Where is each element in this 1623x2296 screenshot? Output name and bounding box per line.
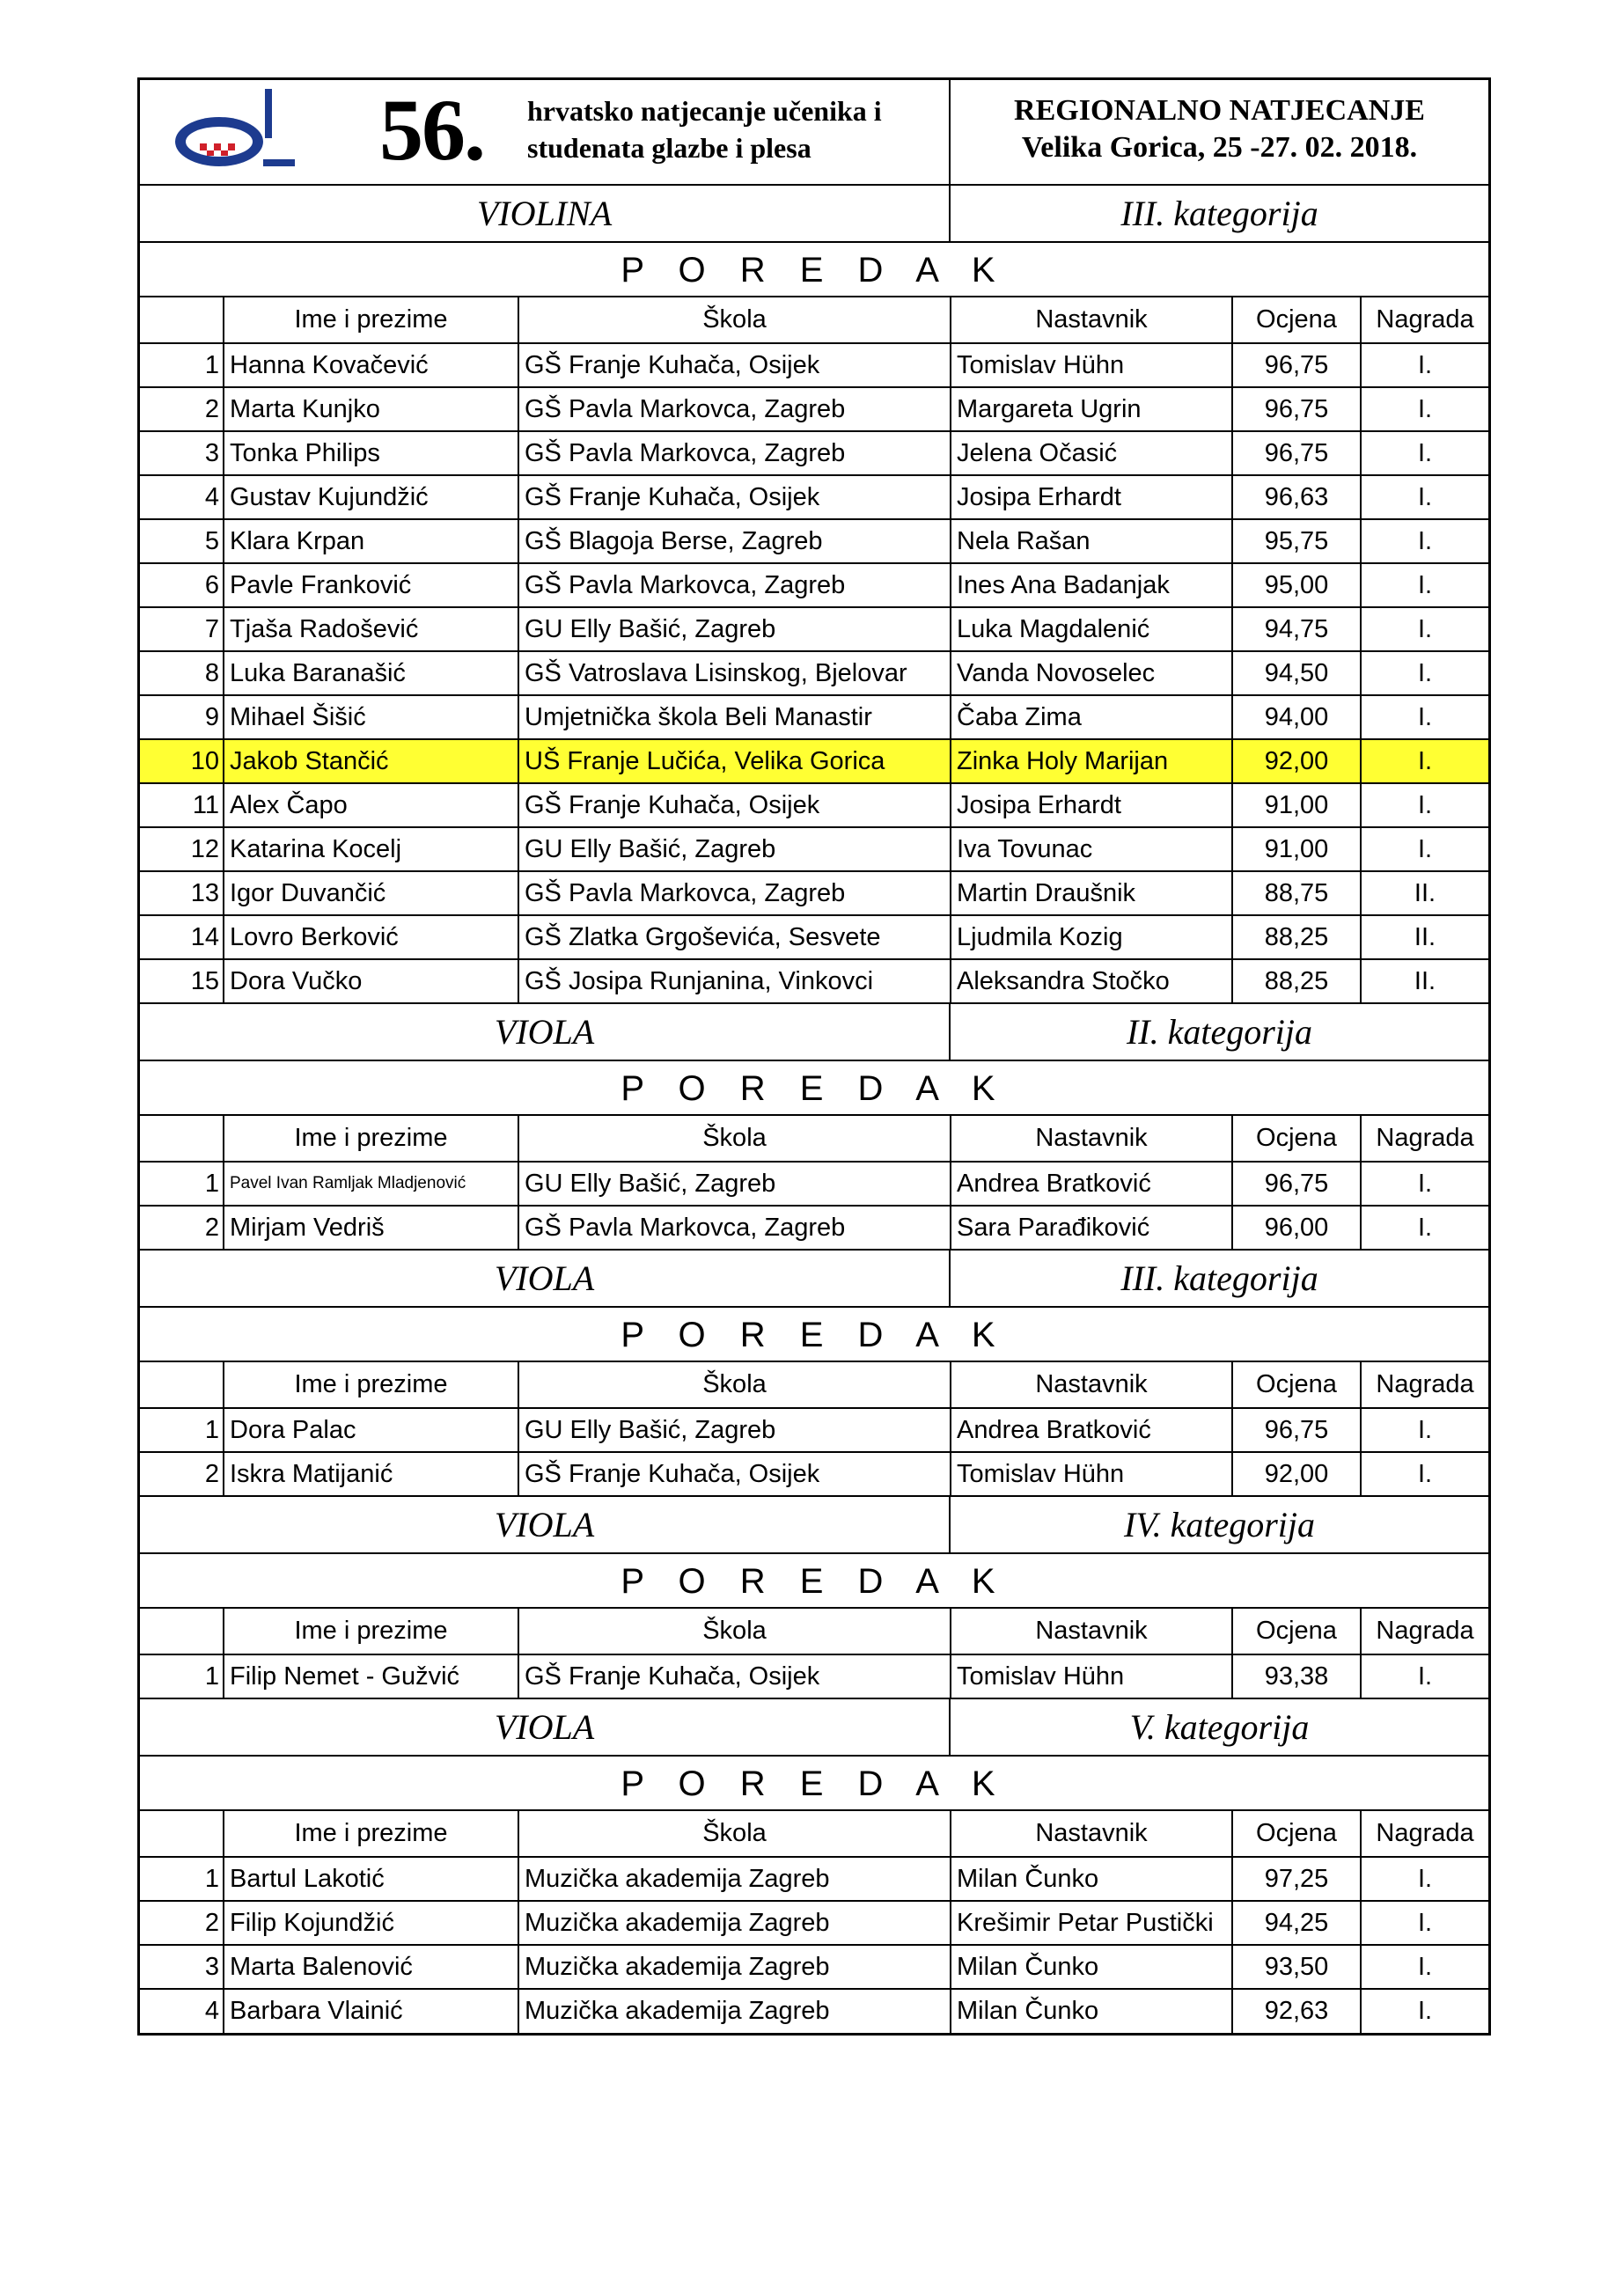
teacher-cell: Aleksandra Stočko	[951, 959, 1232, 1003]
rank-cell: 5	[140, 519, 224, 563]
teacher-cell: Milan Čunko	[951, 1989, 1232, 2033]
score-cell: 92,00	[1232, 1452, 1361, 1496]
award-cell: I.	[1361, 1206, 1488, 1250]
table-row	[140, 651, 1488, 695]
rank-cell: 1	[140, 1654, 224, 1698]
school-cell: GŠ Zlatka Grgoševića, Sesvete	[518, 915, 951, 959]
table-row	[140, 1945, 1488, 1989]
teacher-cell: Andrea Bratković	[951, 1408, 1232, 1452]
category-header	[140, 1251, 1488, 1308]
table-header-row	[140, 1116, 1488, 1162]
name-cell: Mirjam Vedriš	[224, 1206, 518, 1250]
category-header	[140, 1497, 1488, 1554]
column-header: Škola	[518, 1116, 951, 1162]
table-header-row	[140, 1362, 1488, 1408]
school-cell: GŠ Franje Kuhača, Osijek	[518, 343, 951, 387]
name-cell: Marta Kunjko	[224, 387, 518, 431]
rank-cell: 2	[140, 1206, 224, 1250]
name-cell: Hanna Kovačević	[224, 343, 518, 387]
event-name: REGIONALNO NATJECANJE	[1014, 94, 1425, 127]
teacher-cell: Ines Ana Badanjak	[951, 563, 1232, 607]
column-header: Ocjena	[1232, 1609, 1361, 1654]
table-row	[140, 563, 1488, 607]
hdgpp-logo	[165, 85, 297, 173]
rank-cell: 14	[140, 915, 224, 959]
table-row	[140, 387, 1488, 431]
table-row	[140, 871, 1488, 915]
category-header	[140, 1004, 1488, 1061]
rank-cell: 11	[140, 783, 224, 827]
table-header-row	[140, 1811, 1488, 1857]
award-cell: I.	[1361, 1162, 1488, 1206]
school-cell: GU Elly Bašić, Zagreb	[518, 1162, 951, 1206]
score-cell: 94,75	[1232, 607, 1361, 651]
name-cell: Luka Baranašić	[224, 651, 518, 695]
award-cell: I.	[1361, 343, 1488, 387]
award-cell: I.	[1361, 563, 1488, 607]
rank-cell: 3	[140, 1945, 224, 1989]
score-cell: 95,00	[1232, 563, 1361, 607]
column-header: Nagrada	[1361, 1362, 1488, 1408]
teacher-cell: Tomislav Hühn	[951, 1654, 1232, 1698]
document-header	[140, 80, 1488, 186]
score-cell: 96,00	[1232, 1206, 1361, 1250]
competition-title-block	[140, 80, 951, 184]
table-row	[140, 343, 1488, 387]
column-header: Škola	[518, 1609, 951, 1654]
school-cell: GŠ Pavla Markovca, Zagreb	[518, 563, 951, 607]
name-cell: Marta Balenović	[224, 1945, 518, 1989]
award-cell: II.	[1361, 915, 1488, 959]
score-cell: 92,63	[1232, 1989, 1361, 2033]
score-cell: 96,63	[1232, 475, 1361, 519]
teacher-cell: Iva Tovunac	[951, 827, 1232, 871]
subtitle-line-2: studenata glazbe i plesa	[527, 132, 812, 164]
rank-cell: 7	[140, 607, 224, 651]
award-cell: I.	[1361, 387, 1488, 431]
teacher-cell: Martin Draušnik	[951, 871, 1232, 915]
results-table	[140, 1609, 1488, 1699]
teacher-cell: Margareta Ugrin	[951, 387, 1232, 431]
name-cell: Filip Nemet - Gužvić	[224, 1654, 518, 1698]
name-cell: Igor Duvančić	[224, 871, 518, 915]
rank-cell: 13	[140, 871, 224, 915]
score-cell: 94,00	[1232, 695, 1361, 739]
results-table	[140, 1116, 1488, 1251]
school-cell: GŠ Franje Kuhača, Osijek	[518, 1452, 951, 1496]
column-header: Ime i prezime	[224, 1609, 518, 1654]
score-cell: 96,75	[1232, 343, 1361, 387]
column-header: Ime i prezime	[224, 297, 518, 343]
teacher-cell: Zinka Holy Marijan	[951, 739, 1232, 783]
table-row	[140, 1901, 1488, 1945]
teacher-cell: Milan Čunko	[951, 1857, 1232, 1901]
ranking-heading: P O R E D A K	[140, 1554, 1488, 1609]
column-header: Nagrada	[1361, 297, 1488, 343]
name-cell: Iskra Matijanić	[224, 1452, 518, 1496]
category-name: III. kategorija	[1120, 194, 1318, 233]
teacher-cell: Josipa Erhardt	[951, 475, 1232, 519]
rank-cell: 2	[140, 1901, 224, 1945]
score-cell: 88,25	[1232, 915, 1361, 959]
table-row	[140, 1989, 1488, 2033]
name-cell: Lovro Berković	[224, 915, 518, 959]
name-cell: Barbara Vlainić	[224, 1989, 518, 2033]
name-cell: Dora Vučko	[224, 959, 518, 1003]
column-header: Ocjena	[1232, 1811, 1361, 1857]
category-name: III. kategorija	[1120, 1258, 1318, 1298]
rank-cell: 4	[140, 475, 224, 519]
score-cell: 97,25	[1232, 1857, 1361, 1901]
table-row	[140, 1857, 1488, 1901]
teacher-cell: Milan Čunko	[951, 1945, 1232, 1989]
column-header: Ocjena	[1232, 1362, 1361, 1408]
school-cell: GU Elly Bašić, Zagreb	[518, 607, 951, 651]
ranking-heading: P O R E D A K	[140, 1061, 1488, 1116]
column-header: Škola	[518, 297, 951, 343]
column-header: Ime i prezime	[224, 1116, 518, 1162]
teacher-cell: Krešimir Petar Pustički	[951, 1901, 1232, 1945]
table-row	[140, 607, 1488, 651]
name-cell: Pavle Franković	[224, 563, 518, 607]
rank-cell: 12	[140, 827, 224, 871]
name-cell: Dora Palac	[224, 1408, 518, 1452]
rank-cell: 10	[140, 739, 224, 783]
results-sections	[140, 186, 1488, 2033]
column-header: Škola	[518, 1811, 951, 1857]
score-cell: 96,75	[1232, 431, 1361, 475]
instrument-name: VIOLA	[140, 1004, 951, 1060]
name-cell: Gustav Kujundžić	[224, 475, 518, 519]
award-cell: I.	[1361, 475, 1488, 519]
score-cell: 91,00	[1232, 783, 1361, 827]
award-cell: I.	[1361, 783, 1488, 827]
teacher-cell: Vanda Novoselec	[951, 651, 1232, 695]
award-cell: I.	[1361, 695, 1488, 739]
rank-column-header	[140, 1116, 224, 1162]
table-header-row	[140, 297, 1488, 343]
school-cell: GŠ Vatroslava Lisinskog, Bjelovar	[518, 651, 951, 695]
name-cell: Bartul Lakotić	[224, 1857, 518, 1901]
table-row	[140, 519, 1488, 563]
rank-cell: 3	[140, 431, 224, 475]
teacher-cell: Luka Magdalenić	[951, 607, 1232, 651]
award-cell: I.	[1361, 1945, 1488, 1989]
table-row	[140, 1654, 1488, 1698]
category-name: IV. kategorija	[1123, 1505, 1315, 1544]
table-row	[140, 431, 1488, 475]
teacher-cell: Čaba Zima	[951, 695, 1232, 739]
teacher-cell: Jelena Očasić	[951, 431, 1232, 475]
school-cell: Muzička akademija Zagreb	[518, 1857, 951, 1901]
score-cell: 88,75	[1232, 871, 1361, 915]
table-row	[140, 1162, 1488, 1206]
rank-cell: 1	[140, 343, 224, 387]
category-header	[140, 1699, 1488, 1757]
event-info	[951, 80, 1488, 184]
award-cell: I.	[1361, 1408, 1488, 1452]
score-cell: 96,75	[1232, 1408, 1361, 1452]
award-cell: II.	[1361, 959, 1488, 1003]
rank-cell: 1	[140, 1857, 224, 1901]
name-cell: Alex Čapo	[224, 783, 518, 827]
school-cell: GŠ Franje Kuhača, Osijek	[518, 1654, 951, 1698]
table-row	[140, 1408, 1488, 1452]
name-cell: Katarina Kocelj	[224, 827, 518, 871]
name-cell: Mihael Šišić	[224, 695, 518, 739]
school-cell: GŠ Franje Kuhača, Osijek	[518, 475, 951, 519]
instrument-name: VIOLA	[140, 1497, 951, 1552]
award-cell: I.	[1361, 519, 1488, 563]
column-header: Nastavnik	[951, 1116, 1232, 1162]
school-cell: GŠ Josipa Runjanina, Vinkovci	[518, 959, 951, 1003]
award-cell: I.	[1361, 739, 1488, 783]
ranking-heading: P O R E D A K	[140, 243, 1488, 297]
column-header: Nastavnik	[951, 1811, 1232, 1857]
award-cell: II.	[1361, 871, 1488, 915]
teacher-cell: Tomislav Hühn	[951, 1452, 1232, 1496]
table-row	[140, 915, 1488, 959]
column-header: Nastavnik	[951, 1362, 1232, 1408]
column-header: Ime i prezime	[224, 1362, 518, 1408]
ranking-heading: P O R E D A K	[140, 1757, 1488, 1811]
score-cell: 91,00	[1232, 827, 1361, 871]
column-header: Ocjena	[1232, 297, 1361, 343]
category-header	[140, 186, 1488, 243]
award-cell: I.	[1361, 1901, 1488, 1945]
award-cell: I.	[1361, 827, 1488, 871]
score-cell: 93,38	[1232, 1654, 1361, 1698]
rank-cell: 2	[140, 387, 224, 431]
score-cell: 88,25	[1232, 959, 1361, 1003]
school-cell: GŠ Pavla Markovca, Zagreb	[518, 431, 951, 475]
competition-subtitle	[527, 92, 882, 166]
column-header: Ime i prezime	[224, 1811, 518, 1857]
name-cell: Tonka Philips	[224, 431, 518, 475]
school-cell: Muzička akademija Zagreb	[518, 1901, 951, 1945]
results-table	[140, 1362, 1488, 1497]
score-cell: 96,75	[1232, 1162, 1361, 1206]
school-cell: GŠ Blagoja Berse, Zagreb	[518, 519, 951, 563]
rank-column-header	[140, 1609, 224, 1654]
logo-text: HDGPP	[197, 128, 241, 143]
instrument-name: VIOLA	[140, 1699, 951, 1755]
results-sheet	[137, 77, 1491, 2036]
table-row	[140, 695, 1488, 739]
award-cell: I.	[1361, 651, 1488, 695]
teacher-cell: Sara Parađiković	[951, 1206, 1232, 1250]
award-cell: I.	[1361, 1452, 1488, 1496]
instrument-name: VIOLINA	[140, 186, 951, 241]
rank-cell: 9	[140, 695, 224, 739]
column-header: Nastavnik	[951, 1609, 1232, 1654]
category-name: II. kategorija	[1126, 1012, 1313, 1052]
table-row	[140, 827, 1488, 871]
rank-cell: 6	[140, 563, 224, 607]
teacher-cell: Tomislav Hühn	[951, 343, 1232, 387]
edition-number: 56.	[379, 81, 484, 179]
score-cell: 94,50	[1232, 651, 1361, 695]
name-cell: Tjaša Radošević	[224, 607, 518, 651]
rank-cell: 1	[140, 1162, 224, 1206]
score-cell: 96,75	[1232, 387, 1361, 431]
subtitle-line-1: hrvatsko natjecanje učenika i	[527, 95, 882, 127]
score-cell: 93,50	[1232, 1945, 1361, 1989]
rank-cell: 8	[140, 651, 224, 695]
teacher-cell: Josipa Erhardt	[951, 783, 1232, 827]
school-cell: GU Elly Bašić, Zagreb	[518, 1408, 951, 1452]
score-cell: 95,75	[1232, 519, 1361, 563]
teacher-cell: Ljudmila Kozig	[951, 915, 1232, 959]
score-cell: 94,25	[1232, 1901, 1361, 1945]
award-cell: I.	[1361, 1654, 1488, 1698]
school-cell: GŠ Franje Kuhača, Osijek	[518, 783, 951, 827]
rank-cell: 1	[140, 1408, 224, 1452]
table-header-row	[140, 1609, 1488, 1654]
rank-column-header	[140, 1811, 224, 1857]
school-cell: Umjetnička škola Beli Manastir	[518, 695, 951, 739]
table-row	[140, 475, 1488, 519]
school-cell: Muzička akademija Zagreb	[518, 1945, 951, 1989]
award-cell: I.	[1361, 1857, 1488, 1901]
column-header: Nastavnik	[951, 297, 1232, 343]
rank-cell: 2	[140, 1452, 224, 1496]
rank-cell: 15	[140, 959, 224, 1003]
column-header: Škola	[518, 1362, 951, 1408]
award-cell: I.	[1361, 607, 1488, 651]
rank-cell: 4	[140, 1989, 224, 2033]
school-cell: GŠ Pavla Markovca, Zagreb	[518, 871, 951, 915]
rank-column-header	[140, 1362, 224, 1408]
name-cell: Filip Kojundžić	[224, 1901, 518, 1945]
school-cell: Muzička akademija Zagreb	[518, 1989, 951, 2033]
instrument-name: VIOLA	[140, 1251, 951, 1306]
column-header: Nagrada	[1361, 1116, 1488, 1162]
teacher-cell: Andrea Bratković	[951, 1162, 1232, 1206]
event-place-date: Velika Gorica, 25 -27. 02. 2018.	[1021, 131, 1418, 164]
name-cell: Pavel Ivan Ramljak Mladjenović	[224, 1162, 518, 1206]
results-table	[140, 297, 1488, 1004]
table-row	[140, 959, 1488, 1003]
school-cell: GU Elly Bašić, Zagreb	[518, 827, 951, 871]
name-cell: Klara Krpan	[224, 519, 518, 563]
table-row	[140, 739, 1488, 783]
school-cell: GŠ Pavla Markovca, Zagreb	[518, 387, 951, 431]
school-cell: GŠ Pavla Markovca, Zagreb	[518, 1206, 951, 1250]
column-header: Ocjena	[1232, 1116, 1361, 1162]
results-table	[140, 1811, 1488, 2033]
teacher-cell: Nela Rašan	[951, 519, 1232, 563]
award-cell: I.	[1417, 1997, 1433, 2025]
column-header: Nagrada	[1361, 1811, 1488, 1857]
score-cell: 92,00	[1232, 739, 1361, 783]
column-header: Nagrada	[1361, 1609, 1488, 1654]
school-cell: UŠ Franje Lučića, Velika Gorica	[518, 739, 951, 783]
award-cell: I.	[1361, 431, 1488, 475]
category-name: V. kategorija	[1129, 1707, 1310, 1747]
table-row	[140, 1206, 1488, 1250]
rank-column-header	[140, 297, 224, 343]
ranking-heading: P O R E D A K	[140, 1308, 1488, 1362]
table-row	[140, 783, 1488, 827]
table-row	[140, 1452, 1488, 1496]
name-cell: Jakob Stančić	[224, 739, 518, 783]
